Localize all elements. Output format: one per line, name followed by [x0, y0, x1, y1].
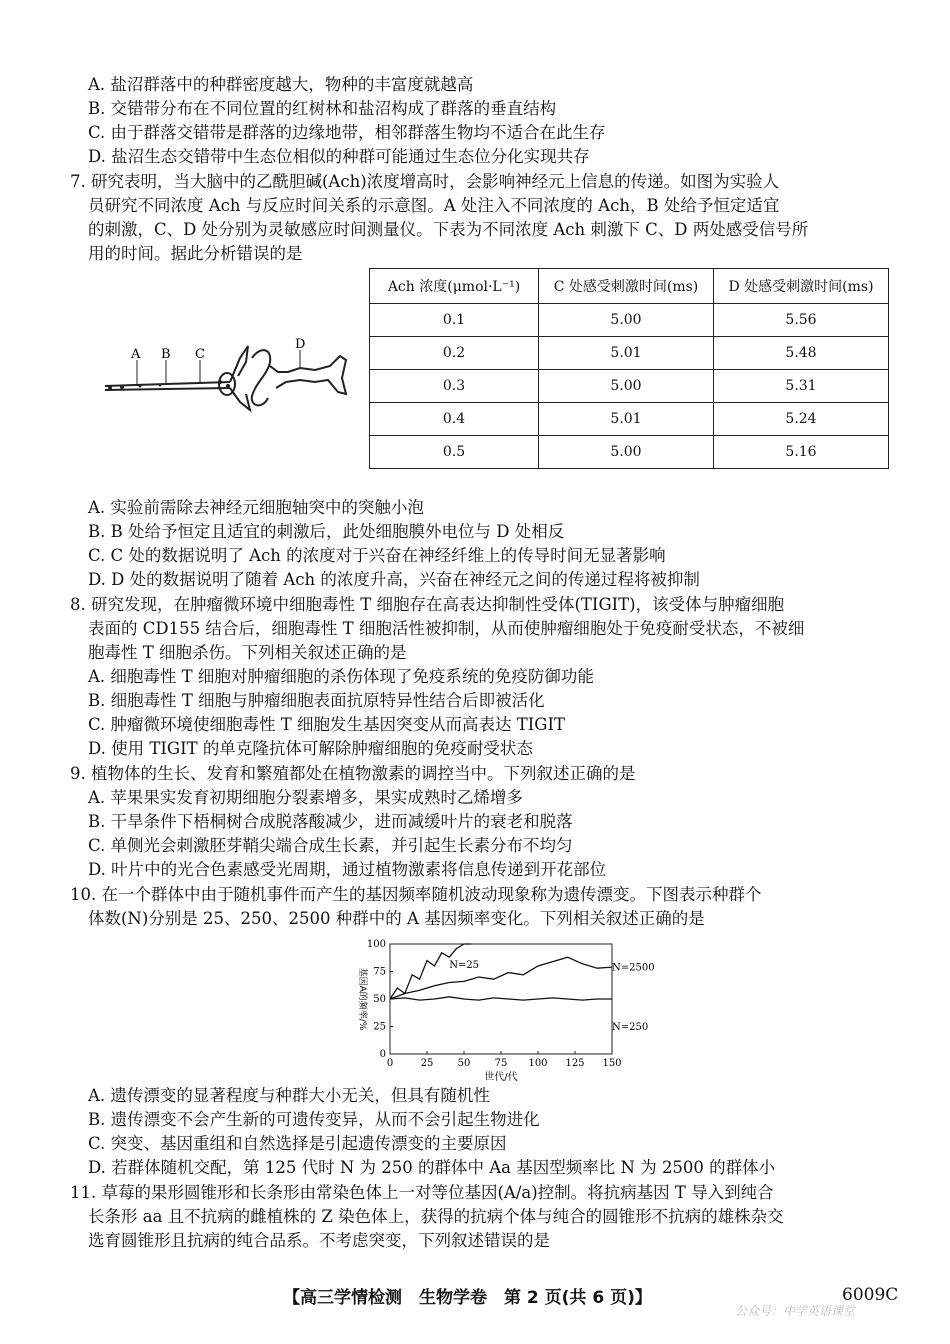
series-line-n-25	[390, 944, 471, 999]
col-header: D 处感受刺激时间(ms)	[714, 269, 889, 304]
ach-table	[369, 268, 889, 469]
table-cell: 0.2	[370, 337, 539, 370]
label-a: A	[131, 347, 141, 362]
table-cell: 5.01	[539, 337, 714, 370]
col-header: Ach 浓度(μmol·L⁻¹)	[370, 269, 539, 304]
table-cell: 5.01	[539, 403, 714, 436]
x-tick-label: 100	[528, 1058, 548, 1069]
q9-option-a: A. 苹果果实发育初期细胞分裂素增多，果实成熟时乙烯增多	[88, 788, 523, 807]
q11-stem-line: 长条形 aa 且不抗病的雌植株的 Z 染色体上，获得的抗病个体与纯合的圆锥形不抗病的雄株杂交	[88, 1207, 784, 1226]
q10-stem-line: 10. 在一个群体中由于随机事件而产生的基因频率随机波动现象称为遗传漂变。下图表示种群个	[70, 885, 762, 904]
q9-option-b: B. 干旱条件下梧桐树合成脱落酸减少，进而减缓叶片的衰老和脱落	[88, 812, 573, 831]
label-c: C	[195, 347, 205, 362]
table-row	[370, 337, 889, 370]
y-tick-label: 100	[366, 939, 386, 950]
table-cell: 5.31	[714, 370, 889, 403]
q8-option-d: D. 使用 TIGIT 的单克隆抗体可解除肿瘤细胞的免疫耐受状态	[88, 739, 533, 758]
q10-option-c: C. 突变、基因重组和自然选择是引起遗传漂变的主要原因	[88, 1134, 507, 1153]
table-cell: 5.24	[714, 403, 889, 436]
x-tick-label: 75	[494, 1058, 508, 1069]
q7-option-d: D. D 处的数据说明了随着 Ach 的浓度升高，兴奋在神经元之间的传递过程将被抑制	[88, 570, 700, 589]
neuron-diagram	[100, 336, 360, 416]
q11-stem-line: 选育圆锥形且抗病的纯合品系。不考虑突变，下列叙述错误的是	[88, 1231, 550, 1250]
label-b: B	[161, 347, 171, 362]
q7-stem-line: 员研究不同浓度 Ach 与反应时间关系的示意图。A 处注入不同浓度的 Ach，B 处给予恒定适宜	[88, 196, 780, 215]
y-tick-label: 0	[379, 1049, 386, 1060]
y-tick-label: 50	[373, 994, 386, 1005]
table-row	[370, 436, 889, 469]
q11-stem-line: 11. 草莓的果形圆锥形和长条形由常染色体上一对等位基因(A/a)控制。将抗病基因 T 导入到纯合	[70, 1183, 774, 1202]
q8-option-a: A. 细胞毒性 T 细胞对肿瘤细胞的杀伤体现了免疫系统的免疫防御功能	[88, 667, 594, 686]
series-annotation: N=2500	[612, 962, 655, 974]
table-cell: 5.00	[539, 370, 714, 403]
q6-option-a: A. 盐沼群落中的种群密度越大，物种的丰富度就越高	[88, 75, 474, 94]
series-line-n-250	[390, 957, 612, 999]
table-cell: 5.00	[539, 436, 714, 469]
table-cell: 5.16	[714, 436, 889, 469]
y-axis-label: 基因A的频率/%	[357, 967, 367, 1031]
q10-option-b: B. 遗传漂变不会产生新的可遗传变异，从而不会引起生物进化	[88, 1110, 540, 1129]
table-cell: 5.00	[539, 304, 714, 337]
gene-drift-chart	[352, 936, 655, 1084]
q6-option-d: D. 盐沼生态交错带中生态位相似的种群可能通过生态位分化实现共存	[88, 147, 590, 166]
q9-option-d: D. 叶片中的光合色素感受光周期，通过植物激素将信息传递到开花部位	[88, 860, 607, 879]
page-footer: 【高三学情检测 生物学卷 第 2 页(共 6 页)】	[283, 1288, 652, 1308]
x-tick-label: 50	[457, 1058, 471, 1069]
q7-stem-line: 用的时间。据此分析错误的是	[88, 244, 303, 263]
table-cell: 5.48	[714, 337, 889, 370]
q6-option-b: B. 交错带分布在不同位置的红树林和盐沼构成了群落的垂直结构	[88, 99, 557, 118]
q7-stem-line: 的刺激，C、D 处分别为灵敏感应时间测量仪。下表为不同浓度 Ach 刺激下 C、D 两处感受信号所	[88, 220, 809, 239]
q7-option-b: B. B 处给予恒定且适宜的刺激后，此处细胞膜外电位与 D 处相反	[88, 522, 565, 541]
q7-option-a: A. 实验前需除去神经元细胞轴突中的突触小泡	[88, 498, 424, 517]
q7-option-c: C. C 处的数据说明了 Ach 的浓度对于兴奋在神经纤维上的传导时间无显著影响	[88, 546, 666, 565]
x-tick-label: 125	[565, 1058, 585, 1069]
table-header-row	[370, 269, 889, 304]
table-cell: 0.1	[370, 304, 539, 337]
table-row	[370, 370, 889, 403]
y-tick-label: 25	[373, 1021, 386, 1033]
q10-option-a: A. 遗传漂变的显著程度与种群大小无关，但具有随机性	[88, 1086, 490, 1105]
x-tick-label: 150	[602, 1058, 622, 1069]
q8-option-b: B. 细胞毒性 T 细胞与肿瘤细胞表面抗原特异性结合后即被活化	[88, 691, 545, 710]
col-header: C 处感受刺激时间(ms)	[539, 269, 714, 304]
label-d: D	[295, 337, 306, 352]
series-line-n-2500	[390, 997, 612, 1000]
q8-option-c: C. 肿瘤微环境使细胞毒性 T 细胞发生基因突变从而高表达 TIGIT	[88, 715, 565, 734]
x-axis-label: 世代/代	[484, 1072, 518, 1083]
series-annotation: N=250	[612, 1021, 649, 1033]
q8-stem-line: 8. 研究发现，在肿瘤微环境中细胞毒性 T 细胞存在高表达抑制性受体(TIGIT)，该受体与肿瘤细胞	[70, 595, 785, 614]
paper-code: 6009C	[842, 1285, 899, 1305]
table-cell: 5.56	[714, 304, 889, 337]
q8-stem-line: 表面的 CD155 结合后，细胞毒性 T 细胞活性被抑制，从而使肿瘤细胞处于免疫耐受状态，不被细	[88, 619, 805, 638]
watermark: 公众号：中学英语课堂	[735, 1304, 856, 1318]
y-tick-label: 75	[373, 966, 386, 978]
q7-stem-line: 7. 研究表明，当大脑中的乙酰胆碱(Ach)浓度增高时，会影响神经元上信息的传递。如图为实验人	[70, 172, 780, 191]
table-cell: 0.3	[370, 370, 539, 403]
x-tick-label: 0	[386, 1058, 394, 1069]
table-row	[370, 403, 889, 436]
q9-stem-line: 9. 植物体的生长、发育和繁殖都处在植物激素的调控当中。下列叙述正确的是	[70, 764, 636, 783]
table-cell: 0.5	[370, 436, 539, 469]
q8-stem-line: 胞毒性 T 细胞杀伤。下列相关叙述正确的是	[88, 643, 407, 662]
q6-option-c: C. 由于群落交错带是群落的边缘地带，相邻群落生物均不适合在此生存	[88, 123, 606, 142]
table-cell: 0.4	[370, 403, 539, 436]
table-row	[370, 304, 889, 337]
series-annotation: N=25	[449, 960, 480, 972]
x-tick-label: 25	[420, 1058, 434, 1069]
q9-option-c: C. 单侧光会刺激胚芽鞘尖端合成生长素，并引起生长素分布不均匀	[88, 836, 573, 855]
q10-stem-line: 体数(N)分别是 25、250、2500 种群中的 A 基因频率变化。下列相关叙述正确的是	[88, 909, 705, 928]
q10-option-d: D. 若群体随机交配，第 125 代时 N 为 250 的群体中 Aa 基因型频率比 N 为 2500 的群体小	[88, 1158, 776, 1177]
